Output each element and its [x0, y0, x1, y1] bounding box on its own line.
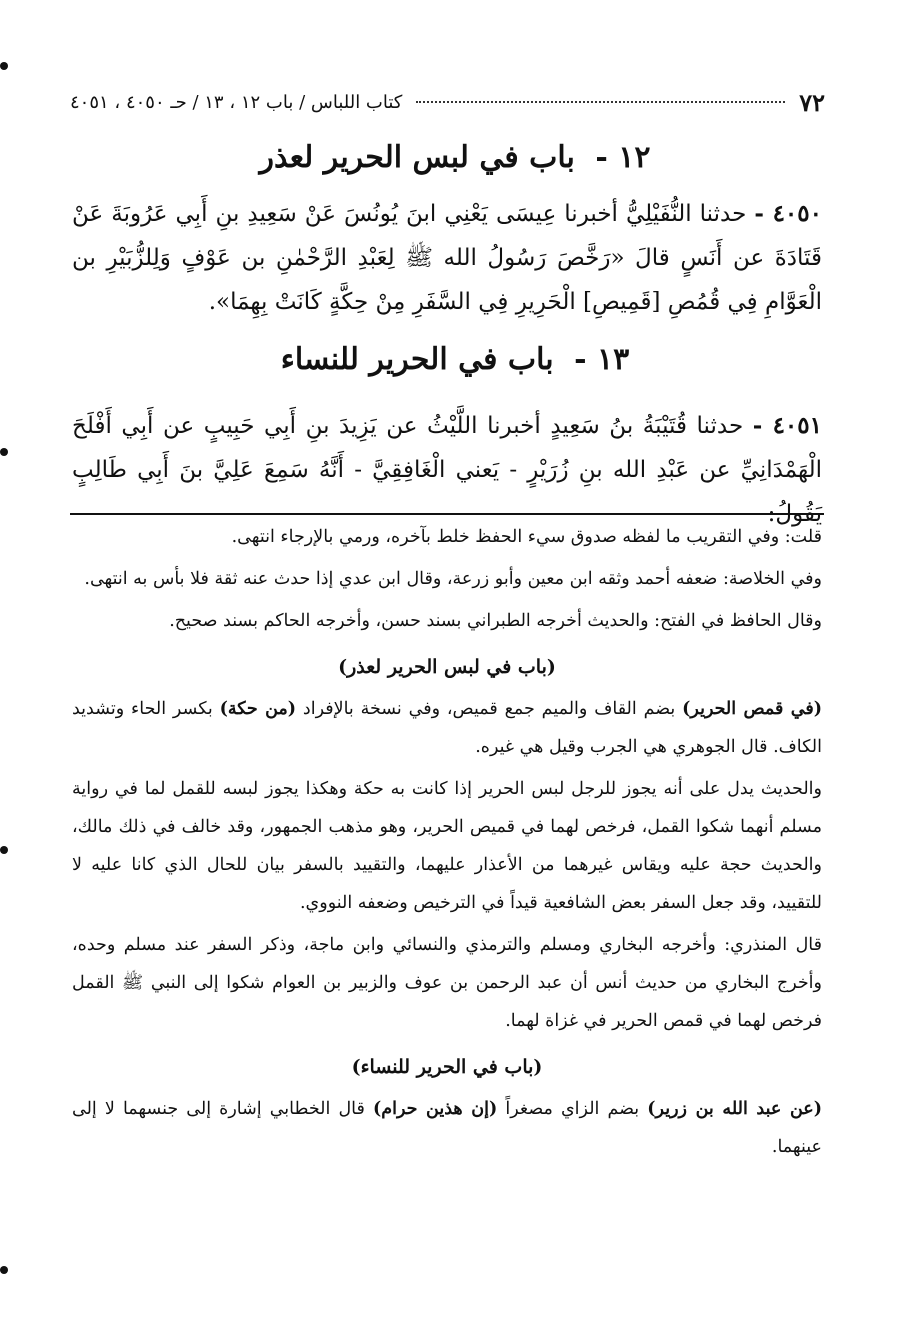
note-khulasa: وفي الخلاصة: ضعفه أحمد وثقه ابن معين وأبو زرعة، وقال ابن عدي إذا حدث عنه ثقة فلا بأس به انتهى. — [84, 569, 822, 589]
chapter-12-heading — [70, 140, 840, 175]
commentary-section — [72, 518, 822, 1170]
note-fath: وقال الحافظ في الفتح: والحديث أخرجه الطبراني بسند حسن، وأخرجه الحاكم بسند صحيح. — [169, 611, 822, 631]
quoted-term: (في قمص الحرير) — [682, 699, 823, 719]
page-number: ٧٢ — [799, 87, 825, 117]
header-divider — [416, 101, 785, 103]
scan-mark — [0, 846, 8, 854]
commentary-text: بضم الزاي مصغراً — [497, 1099, 648, 1119]
commentary-paragraph — [72, 690, 822, 766]
chapter-13-heading — [70, 342, 840, 377]
hadith-text: حدثنا قُتَيْبَةُ بنُ سَعِيدٍ أخبرنا اللَّيْثُ عن يَزِيدَ بنِ أَبِي حَبِيبٍ عن أَبِي أَفْلَحَ الْهَمْدَانِيِّ عن عَبْدِ الله بنِ زُرَيْرٍ - يَعني الْغَافِقِيَّ - أَنَّهُ سَمِعَ عَلِيَّ بنَ أَبِي طَالِبٍ يَقُولُ: — [72, 413, 822, 527]
hadith-text: حدثنا النُّفَيْلِيُّ أخبرنا عِيسَى يَعْنِي ابنَ يُونُسَ عَنْ سَعِيدِ بنِ أَبِي عَرُوبَةَ عَنْ قَتَادَةَ عن أَنَسٍ قالَ «رَخَّصَ رَسُولُ الله ﷺ لِعَبْدِ الرَّحْمٰنِ بن عَوْفٍ وَلِلزُّبَيْرِ بن الْعَوَّامِ فِي قُمُصِ [قَمِيصِ] الْحَرِيرِ فِي السَّفَرِ مِنْ حِكَّةٍ كَانَتْ بِهِمَا». — [72, 201, 822, 315]
chapter-title: باب في الحرير للنساء — [280, 342, 554, 377]
commentary-heading-2: (باب في الحرير للنساء) — [351, 1056, 543, 1078]
hadith-4051 — [72, 404, 822, 536]
commentary-text: بضم القاف والميم جمع قميص، وفي نسخة بالإفراد — [296, 699, 683, 719]
quoted-term: (من حكة) — [219, 699, 297, 719]
commentary-text: بكسر الحاء وتشديد الكاف. قال الجوهري هي الجرب وقيل هي غيره. — [72, 699, 822, 757]
note-taqrib: قلت: وفي التقريب ما لفظه صدوق سيء الحفظ خلط بآخره، ورمي بالإرجاء انتهى. — [231, 527, 822, 547]
scan-mark — [0, 1266, 8, 1274]
book-reference: كتاب اللباس / باب ١٢ ، ١٣ / حـ ٤٠٥٠ ، ٤٠٥١ — [70, 91, 403, 113]
commentary-paragraph: قال المنذري: وأخرجه البخاري ومسلم والترمذي والنسائي وابن ماجة، وذكر السفر عند مسلم وحده، وأخرج البخاري من حديث أنس أن عبد الرحمن بن عوف والزبير بن العوام شكوا إلى النبي ﷺ القمل فرخص لهما في قمص الحرير في غزاة لهما. — [72, 935, 822, 1031]
chapter-number: ١٣ - — [574, 342, 630, 377]
commentary-paragraph: والحديث يدل على أنه يجوز للرجل لبس الحرير إذا كانت به حكة وهكذا يجوز لبسه للقمل لما في رواية مسلم أنهما شكوا القمل، فرخص لهما في قميص الحرير، وهو مذهب الجمهور، وقد خالف في ذلك مالك، والحديث حجة عليه ويقاس غيرهما من الأعذار عليهما، والتقييد بالسفر بيان للحال الذي كانا عليه لا للتقييد، وقد جعل السفر بعض الشافعية قيداً في الترخيص وضعفه النووي. — [72, 779, 822, 913]
quoted-term: (إن هذين حرام) — [372, 1099, 498, 1119]
hadith-4050 — [72, 192, 822, 324]
scan-mark — [0, 448, 8, 456]
chapter-number: ١٢ - — [595, 140, 651, 175]
commentary-text: قال الخطابي إشارة إلى جنسهما لا إلى عينهما. — [72, 1099, 822, 1157]
commentary-heading-1: (باب في لبس الحرير لعذر) — [338, 656, 556, 678]
commentary-paragraph — [72, 1090, 822, 1166]
hadith-number: ٤٠٥٠ - — [754, 200, 822, 227]
quoted-term: (عن عبد الله بن زرير) — [647, 1099, 823, 1119]
page-header — [70, 84, 825, 120]
scan-mark — [0, 62, 8, 70]
hadith-number: ٤٠٥١ - — [752, 412, 822, 439]
chapter-title: باب في لبس الحرير لعذر — [259, 140, 575, 175]
footnote-divider — [70, 513, 824, 515]
